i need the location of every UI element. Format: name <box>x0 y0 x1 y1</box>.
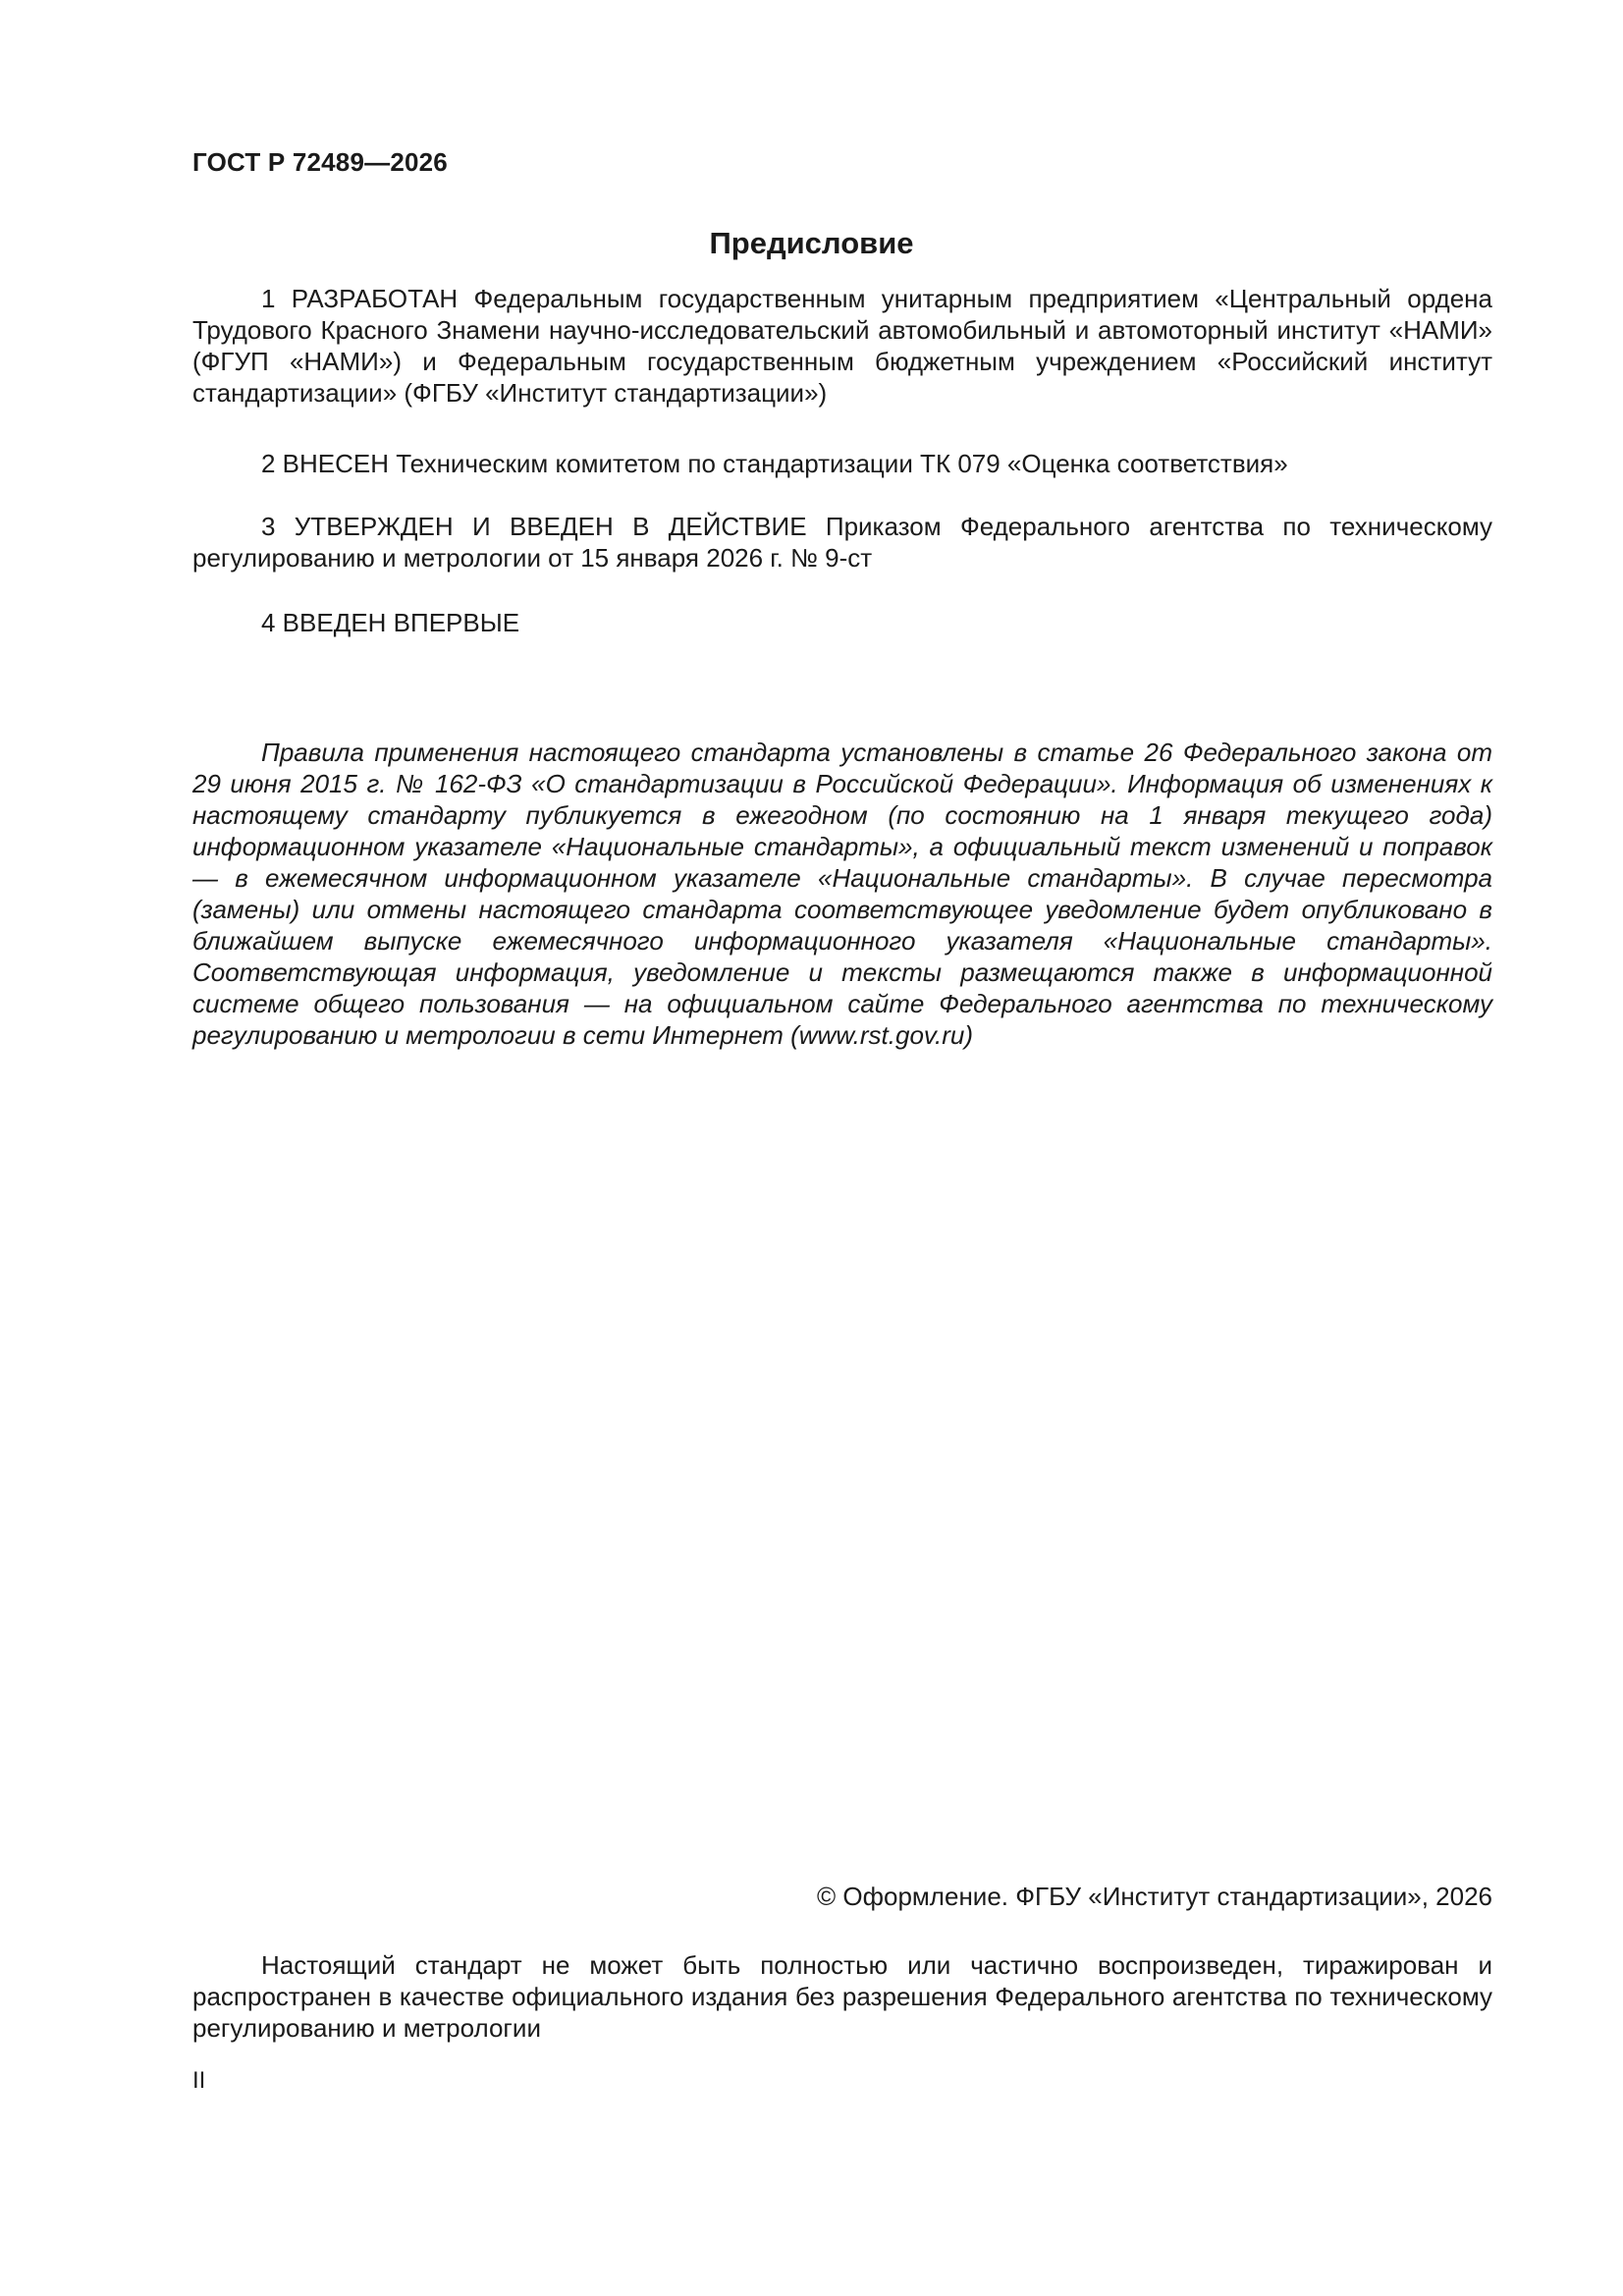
page-title: Предисловие <box>709 226 914 260</box>
preface-item-introduced: 2 ВНЕСЕН Техническим комитетом по стандартизации ТК 079 «Оценка соответствия» <box>261 449 1288 478</box>
preface-item-first-introduction: 4 ВВЕДЕН ВПЕРВЫЕ <box>261 608 520 637</box>
page-number: II <box>192 2067 206 2094</box>
reprint-restriction-notice: Настоящий стандарт не может быть полностью или частично воспроизведен, тиражирован и распространен в качестве официального издания без разрешения Федерального агентства по техническому регулированию и метрологии <box>192 1950 1492 2043</box>
document-code: ГОСТ Р 72489—2026 <box>192 147 448 177</box>
application-rules-notice: Правила применения настоящего стандарта установлены в статье 26 Федерального закона от 29 июня 2015 г. № 162-ФЗ «О стандартизации в Российской Федерации». Информация об изменениях к настоящему стандарту публикуется в ежегодном (по состоянию на 1 января текущего года) информационном указателе «Национальные стандарты», а официальный текст изменений и поправок — в ежемесячном информационном указателе «Национальные стандарты». В случае пересмотра (замены) или отмены настоящего стандарта соответствующее уведомление будет опубликовано в ближайшем выпуске ежемесячного информационного указателя «Национальные стандарты». Соответствующая информация, уведомление и тексты размещаются также в информационной системе общего пользования — на официальном сайте Федерального агентства по техническому регулированию и метрологии в сети Интернет (www.rst.gov.ru) <box>192 738 1492 1050</box>
preface-item-developed: 1 РАЗРАБОТАН Федеральным государственным унитарным предприятием «Центральный ордена Трудового Красного Знамени научно-исследовательский автомобильный и автомоторный институт «НАМИ» (ФГУП «НАМИ») и Федеральным государственным бюджетным учреждением «Российский институт стандартизации» (ФГБУ «Институт стандартизации») <box>192 284 1492 408</box>
copyright-line: © Оформление. ФГБУ «Институт стандартизации», 2026 <box>817 1882 1492 1911</box>
preface-item-approved: 3 УТВЕРЖДЕН И ВВЕДЕН В ДЕЙСТВИЕ Приказом Федерального агентства по техническому регулированию и метрологии от 15 января 2026 г. № 9-ст <box>192 512 1492 573</box>
